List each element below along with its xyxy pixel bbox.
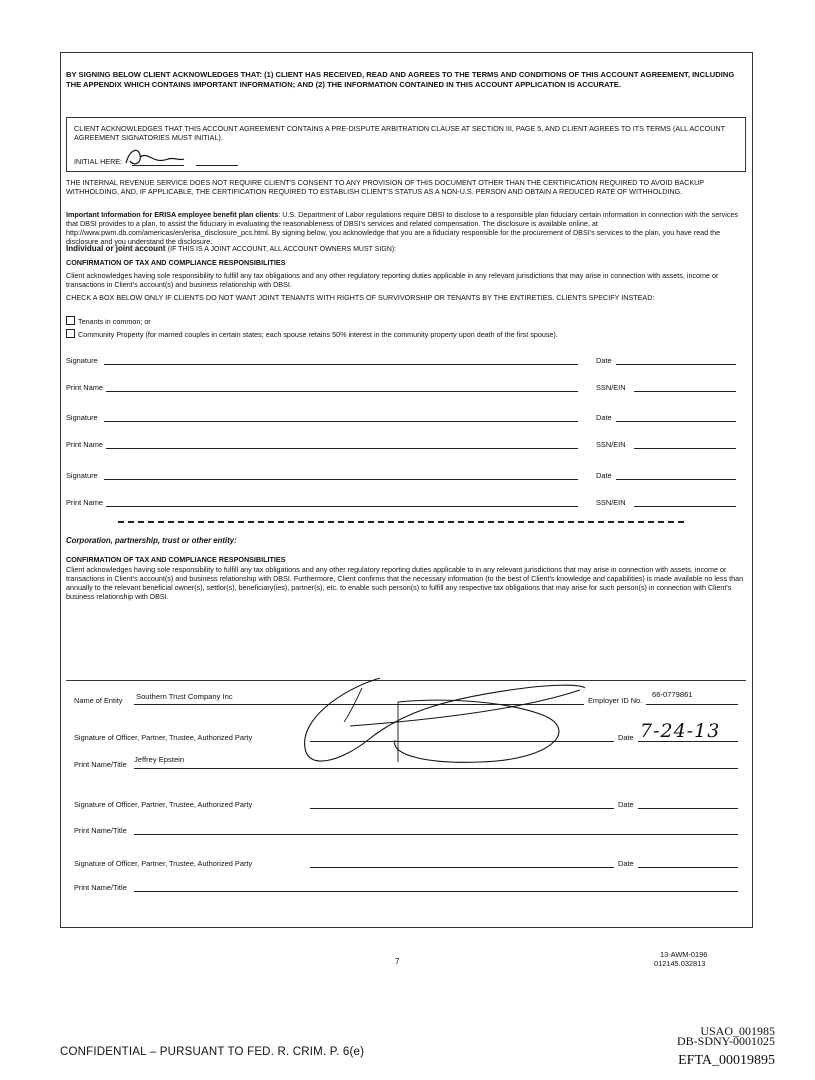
- signature-label-2: Signature: [66, 413, 98, 422]
- print-name-label-3: Print Name: [66, 498, 103, 507]
- date-label-2: Date: [596, 413, 612, 422]
- print-name-label-1: Print Name: [66, 383, 103, 392]
- employer-id-value: 66-0779861: [652, 690, 693, 699]
- bates-usao: USAO_001985: [700, 1024, 775, 1038]
- ssn-label-2: SSN/EIN: [596, 440, 626, 449]
- date-line-2[interactable]: [616, 421, 736, 422]
- initial-here-label: INITIAL HERE:: [74, 157, 123, 166]
- signature-line-1[interactable]: [104, 364, 578, 365]
- ssn-line-2[interactable]: [634, 448, 736, 449]
- initial-signature: [120, 145, 190, 171]
- erisa-body: : U.S. Department of Labor regulations require DBSI to disclose to a responsible plan fiduciary certain information in connection with the services that DBSI provides to a plan, to assist the fiduciary in evaluating the reasonableness of DBSI's services and related compensation. The disclosure is available online, at http://www.pwm.db.com/americas/en/erisa_disclosure_pcs.html. By signing below, you acknowledge that you are a fiduciary responsible for the procurement of DBSI's services to the plan, you have read the disclosure and you understand the disclosure.: [66, 210, 739, 246]
- form-code: 13-AWM-0196: [660, 950, 708, 959]
- erisa-lead: Important Information for ERISA employee benefit plan clients: [66, 210, 279, 219]
- officer-date-label-1: Date: [618, 733, 634, 742]
- tenants-in-common-checkbox[interactable]: [66, 316, 75, 325]
- entity-value: Southern Trust Company Inc: [136, 692, 233, 701]
- page-number: 7: [395, 957, 400, 966]
- ssn-line-3[interactable]: [634, 506, 736, 507]
- print-title-line-2[interactable]: [134, 834, 738, 835]
- ssn-label-1: SSN/EIN: [596, 383, 626, 392]
- signature-label-1: Signature: [66, 356, 98, 365]
- irs-text: THE INTERNAL REVENUE SERVICE DOES NOT REQUIRE CLIENT'S CONSENT TO ANY PROVISION OF THIS DOCUMENT OTHER THAN THE CERTIFICATION REQUIRED TO AVOID BACKUP WITHHOLDING, AND, IF APPLICABLE, THE CERTIFICATION REQUIRED TO ESTABLISH CLIENT'S STATUS AS A NON-U.S. PERSON AND OBTAIN A REDUCED RATE OF WITHHOLDING.: [66, 178, 704, 196]
- confidential-notice: CONFIDENTIAL – PURSUANT TO FED. R. CRIM. P. 6(e): [60, 1046, 365, 1058]
- signature-label-3: Signature: [66, 471, 98, 480]
- officer-signature-line-3[interactable]: [310, 867, 614, 868]
- signature-line-3[interactable]: [104, 479, 578, 480]
- individual-tax-heading: CONFIRMATION OF TAX AND COMPLIANCE RESPONSIBILITIES: [66, 258, 286, 267]
- tenants-in-common-label: Tenants in common; or: [78, 317, 151, 326]
- officer-date-value-1: 7-24-13: [640, 720, 721, 742]
- section-divider: [118, 521, 684, 523]
- officer-signature-label-1: Signature of Officer, Partner, Trustee, Authorized Party: [74, 733, 253, 742]
- date-line-1[interactable]: [616, 364, 736, 365]
- ssn-label-3: SSN/EIN: [596, 498, 626, 507]
- officer-signature: [280, 670, 610, 778]
- print-name-line-1[interactable]: [106, 391, 578, 392]
- community-property-checkbox[interactable]: [66, 329, 75, 338]
- individual-heading: Individual or joint account: [66, 244, 166, 253]
- print-title-label-1: Print Name/Title: [74, 760, 127, 769]
- individual-tax-text: Client acknowledges having sole responsibility to fulfill any tax obligations and any other regulatory reporting duties applicable in any relevant jurisdictions that may arise in connection with assets, income or transactions in Client's account(s) and business relationship with DBSI.: [66, 271, 719, 289]
- community-property-label: Community Property (for married couples in certain states; each spouse retains 50% interest in the community property upon death of the first spouse).: [78, 330, 558, 339]
- print-title-line-3[interactable]: [134, 891, 738, 892]
- bates-efta: EFTA_00019895: [678, 1053, 775, 1068]
- date-line-3[interactable]: [616, 479, 736, 480]
- print-name-line-2[interactable]: [106, 448, 578, 449]
- individual-heading-note: (IF THIS IS A JOINT ACCOUNT, ALL ACCOUNT OWNERS MUST SIGN):: [167, 246, 397, 253]
- employer-id-label: Employer ID No.: [588, 696, 643, 705]
- ssn-line-1[interactable]: [634, 391, 736, 392]
- officer-date-label-2: Date: [618, 800, 634, 809]
- acknowledgement-text: BY SIGNING BELOW CLIENT ACKNOWLEDGES THAT: (1) CLIENT HAS RECEIVED, READ AND AGREES TO THE TERMS AND CONDITIONS OF THIS ACCOUNT AGREEMENT, INCLUDING THE APPENDIX WHICH CONTAINS IMPORTANT INFORMATION; AND (2) THE INFORMATION CONTAINED IN THIS ACCOUNT APPLICATION IS ACCURATE.: [66, 70, 735, 89]
- entity-label: Name of Entity: [74, 696, 123, 705]
- officer-date-label-3: Date: [618, 859, 634, 868]
- print-name-label-2: Print Name: [66, 440, 103, 449]
- signature-line-2[interactable]: [104, 421, 578, 422]
- officer-signature-label-3: Signature of Officer, Partner, Trustee, Authorized Party: [74, 859, 253, 868]
- erisa-text: [66, 210, 746, 246]
- officer-date-line-1[interactable]: [638, 741, 738, 742]
- corporate-tax-text: Client acknowledges having sole responsibility to fulfill any tax obligations and any other regulatory reporting duties applicable to in any relevant jurisdictions that may arise in connection with assets, income or transactions in Client's account(s) and business relationship with DBSI. Furthermore, Client confirms that the necessary information (to the best of Client's knowledge and capabilities) is made available no less than annually to the relevant beneficial owner(s), settlor(s), beneficiary(ies), partner(s), etc. to enable such person(s) to fulfill any respective tax obligations that may arise for such person(s) in connection with Client's business relationship with DBSI.: [66, 565, 744, 601]
- arbitration-text: CLIENT ACKNOWLEDGES THAT THIS ACCOUNT AGREEMENT CONTAINS A PRE-DISPUTE ARBITRATION CLAUSE AT SECTION III, PAGE 5, AND CLIENT AGREES TO ITS TERMS (ALL ACCOUNT AGREEMENT SIGNATORIES MUST INITIAL).: [74, 124, 725, 142]
- form-code-2: 012145.032813: [654, 959, 706, 968]
- print-name-line-3[interactable]: [106, 506, 578, 507]
- officer-signature-line-2[interactable]: [310, 808, 614, 809]
- initial-line-2[interactable]: [196, 165, 238, 166]
- officer-signature-label-2: Signature of Officer, Partner, Trustee, Authorized Party: [74, 800, 253, 809]
- check-box-instruction: CHECK A BOX BELOW ONLY IF CLIENTS DO NOT WANT JOINT TENANTS WITH RIGHTS OF SURVIVORSHIP OR TENANTS BY THE ENTIRETIES. CLIENTS SPECIFY INSTEAD:: [66, 293, 655, 302]
- officer-date-line-2[interactable]: [638, 808, 738, 809]
- employer-id-line[interactable]: [646, 704, 738, 705]
- print-title-label-3: Print Name/Title: [74, 883, 127, 892]
- officer-date-line-3[interactable]: [638, 867, 738, 868]
- corporate-tax-heading: CONFIRMATION OF TAX AND COMPLIANCE RESPONSIBILITIES: [66, 555, 286, 564]
- bates-db: DB-SDNY-0001025: [676, 1034, 775, 1048]
- corporate-heading: Corporation, partnership, trust or other entity:: [66, 536, 237, 545]
- individual-heading-row: [66, 244, 396, 253]
- date-label-1: Date: [596, 356, 612, 365]
- print-title-value-1: Jeffrey Epstein: [134, 755, 185, 764]
- print-title-label-2: Print Name/Title: [74, 826, 127, 835]
- date-label-3: Date: [596, 471, 612, 480]
